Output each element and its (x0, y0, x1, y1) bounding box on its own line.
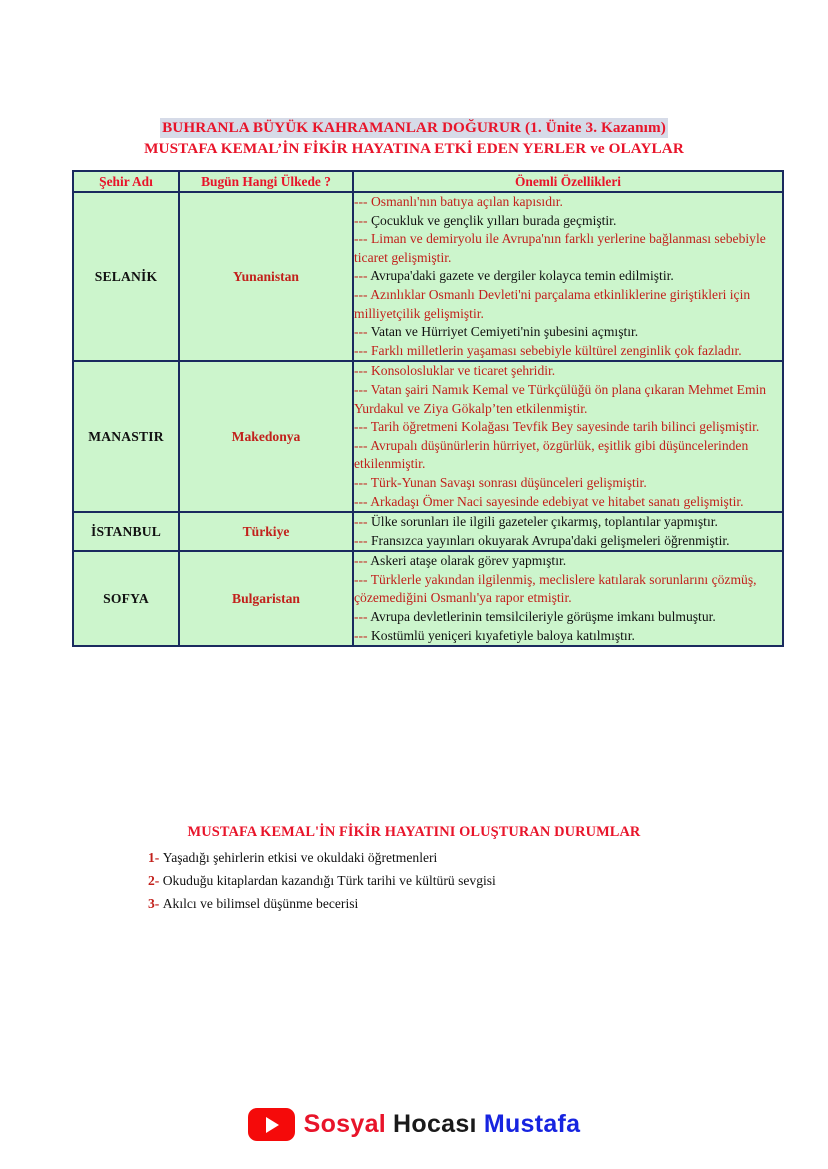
list-item-marker: 2- (148, 873, 163, 888)
page-title-main: BUHRANLA BÜYÜK KAHRAMANLAR DOĞURUR (1. Ünite 3. Kazanım) (162, 119, 666, 136)
feature-text: Avrupa devletlerinin temsilcileriyle görüşme imkanı bulmuştur. (370, 609, 716, 625)
table-row (73, 361, 783, 512)
feature-dash-marker: --- (354, 419, 371, 435)
feature-line (354, 323, 782, 342)
table-row (73, 192, 783, 361)
feature-line (354, 493, 782, 512)
cell-city: MANASTIR (73, 361, 179, 512)
list-item (0, 869, 828, 892)
feature-line (354, 230, 782, 267)
cell-country: Yunanistan (179, 192, 353, 361)
feature-text: Konsolosluklar ve ticaret şehridir. (370, 363, 556, 379)
column-header-city: Şehir Adı (73, 171, 179, 192)
feature-text: Vatan şairi Namık Kemal ve Türkçülüğü ön plana çıkaran Mehmet Emin Yurdakul ve Ziya Gökalp’ten etkilenmiştir. (354, 381, 767, 416)
cell-city: İSTANBUL (73, 512, 179, 551)
list-item-marker: 3- (148, 896, 163, 911)
list-item-text: Akılcı ve bilimsel düşünme becerisi (162, 896, 359, 911)
list-item-text: Yaşadığı şehirlerin etkisi ve okuldaki öğretmenleri (162, 850, 438, 865)
table-body (73, 192, 783, 646)
footer-logo (0, 1108, 828, 1141)
feature-line (354, 381, 782, 418)
list-item (0, 846, 828, 869)
feature-dash-marker: --- (354, 493, 371, 509)
feature-line (354, 608, 782, 627)
cities-table (72, 170, 784, 647)
feature-text: Türklerle yakından ilgilenmiş, meclislere katılarak sorunlarını çözmüş, çözemediğini Osmanlı'ya rapor etmiştir. (354, 571, 757, 606)
table-row (73, 512, 783, 551)
feature-dash-marker: --- (354, 342, 371, 358)
feature-dash-marker: --- (354, 268, 371, 284)
feature-line (354, 342, 782, 361)
table-container (72, 170, 782, 647)
list-item-marker: 1- (148, 850, 163, 865)
feature-dash-marker: --- (354, 553, 371, 569)
feature-dash-marker: --- (354, 474, 371, 490)
feature-text: Liman ve demiryolu ile Avrupa'nın farklı yerlerine bağlanması sebebiyle ticaret gelişmiştir. (354, 231, 766, 265)
logo-wordmark (304, 1110, 581, 1139)
feature-text: Arkadaşı Ömer Naci sayesinde edebiyat ve hitabet sanatı gelişmiştir. (370, 493, 744, 509)
feature-dash-marker: --- (354, 212, 371, 228)
title-line-1-wrap (0, 118, 828, 138)
feature-line (354, 286, 782, 323)
feature-text: Fransızca yayınları okuyarak Avrupa'daki gelişmeleri öğrenmiştir. (370, 532, 730, 548)
feature-line (354, 362, 782, 381)
feature-line (354, 532, 782, 551)
feature-dash-marker: --- (354, 286, 371, 302)
feature-dash-marker: --- (354, 514, 371, 530)
feature-dash-marker: --- (354, 437, 371, 453)
cell-features (353, 512, 783, 551)
feature-line (354, 437, 782, 474)
column-header-country: Bugün Hangi Ülkede ? (179, 171, 353, 192)
summary-title: MUSTAFA KEMAL'İN FİKİR HAYATINI OLUŞTURAN DURUMLAR (187, 824, 641, 840)
cell-country: Makedonya (179, 361, 353, 512)
feature-line (354, 571, 782, 608)
feature-line (354, 513, 782, 532)
feature-dash-marker: --- (354, 532, 371, 548)
play-triangle-icon (266, 1117, 279, 1133)
page-title-sub: MUSTAFA KEMAL’İN FİKİR HAYATINA ETKİ EDEN YERLER ve OLAYLAR (144, 140, 684, 157)
cell-country: Bulgaristan (179, 551, 353, 646)
feature-text: Askeri ataşe olarak görev yapmıştır. (370, 553, 567, 569)
logo-word-hocasi: Hocası (393, 1110, 477, 1138)
feature-text: Avrupalı düşünürlerin hürriyet, özgürlük, eşitlik gibi düşüncelerinden etkilenmiştir. (354, 437, 749, 472)
document-title-block (0, 118, 828, 159)
feature-dash-marker: --- (354, 381, 371, 397)
feature-line (354, 193, 782, 212)
feature-text: Türk-Yunan Savaşı sonrası düşünceleri gelişmiştir. (370, 474, 647, 490)
feature-dash-marker: --- (354, 571, 371, 587)
feature-text: Kostümlü yeniçeri kıyafetiyle baloya katılmıştır. (370, 627, 635, 643)
feature-dash-marker: --- (354, 609, 371, 625)
feature-line (354, 267, 782, 286)
feature-text: Azınlıklar Osmanlı Devleti'ni parçalama etkinliklerine giriştikleri için milliyetçilik gelişmiştir. (354, 286, 751, 321)
youtube-play-icon (248, 1108, 295, 1141)
feature-dash-marker: --- (354, 363, 371, 379)
list-item-text: Okuduğu kitaplardan kazandığı Türk tarihi ve kültürü sevgisi (162, 873, 496, 888)
list-item (0, 892, 828, 915)
feature-dash-marker: --- (354, 627, 371, 643)
cell-features (353, 192, 783, 361)
table-header-row (73, 171, 783, 192)
feature-text: Tarih öğretmeni Kolağası Tevfik Bey sayesinde tarih bilinci gelişmiştir. (370, 419, 760, 435)
feature-text: Ülke sorunları ile ilgili gazeteler çıkarmış, toplantılar yapmıştır. (370, 514, 718, 530)
feature-text: Avrupa'daki gazete ve dergiler kolayca temin edilmiştir. (370, 268, 674, 284)
cell-country: Türkiye (179, 512, 353, 551)
cell-features (353, 361, 783, 512)
summary-section (0, 822, 828, 915)
column-header-features: Önemli Özellikleri (353, 171, 783, 192)
feature-line (354, 212, 782, 231)
feature-line (354, 418, 782, 437)
logo-word-sosyal: Sosyal (303, 1110, 387, 1138)
feature-line (354, 474, 782, 493)
table-row (73, 551, 783, 646)
feature-line (354, 627, 782, 646)
logo-word-mustafa: Mustafa (483, 1110, 581, 1138)
table-header (73, 171, 783, 192)
feature-text: Farklı milletlerin yaşaması sebebiyle kültürel zenginlik çok fazladır. (370, 342, 742, 358)
feature-line (354, 552, 782, 571)
feature-dash-marker: --- (354, 324, 371, 340)
feature-text: Çocukluk ve gençlik yılları burada geçmiştir. (370, 212, 617, 228)
cell-features (353, 551, 783, 646)
feature-dash-marker: --- (354, 231, 371, 247)
cell-city: SELANİK (73, 192, 179, 361)
feature-text: Vatan ve Hürriyet Cemiyeti'nin şubesini açmıştır. (370, 324, 639, 340)
feature-text: Osmanlı'nın batıya açılan kapısıdır. (370, 194, 563, 209)
summary-list (0, 846, 828, 915)
title-line-2-wrap (0, 139, 828, 159)
feature-dash-marker: --- (354, 194, 371, 209)
cell-city: SOFYA (73, 551, 179, 646)
